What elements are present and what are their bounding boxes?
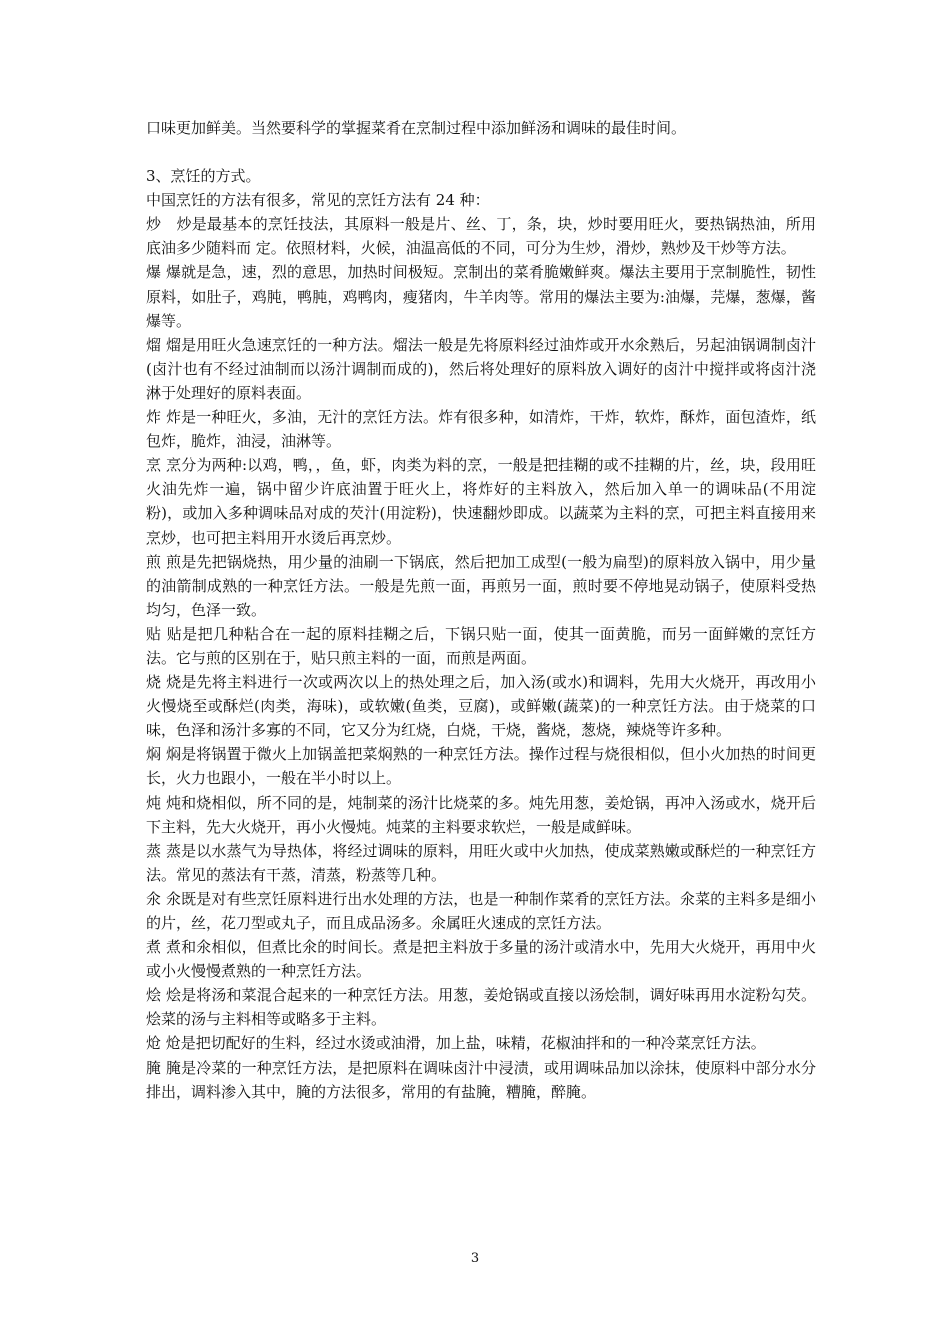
method-braise: 烧 烧是先将主料进行一次或两次以上的热处理之后，加入汤(或水)和调料，先用大火烧开，再改用小火慢烧至或酥烂(肉类，海味)，或软嫩(鱼类，豆腐)，或鲜嫩(蔬菜)的一种烹饪方法。由于烧菜的口味，色泽和汤汁多寡的不同，它又分为红烧，白烧，干烧，酱烧，葱烧，辣烧等许多种。: [146, 673, 816, 740]
method-stew: 炖 炖和烧相似，所不同的是，炖制菜的汤汁比烧菜的多。炖先用葱，姜炝锅，再冲入汤或水，烧开后下主料，先大火烧开，再小火慢炖。炖菜的主料要求软烂，一般是咸鲜味。: [146, 793, 816, 836]
method-tie: 贴 贴是把几种粘合在一起的原料挂糊之后，下锅只贴一面，使其一面黄脆，而另一面鲜嫩的烹饪方法。它与煎的区别在于，贴只煎主料的一面，而煎是两面。: [146, 624, 816, 667]
method-hui: 烩 烩是将汤和菜混合起来的一种烹饪方法。用葱，姜炝锅或直接以汤烩制，调好味再用水淀粉勾芡。烩菜的汤与主料相等或略多于主料。: [146, 986, 816, 1029]
intro-line: 口味更加鲜美。当然要科学的掌握菜肴在烹制过程中添加鲜汤和调味的最佳时间。: [146, 119, 687, 137]
section-intro: 中国烹饪的方法有很多，常见的烹饪方法有 24 种：: [146, 191, 490, 210]
method-peng: 烹 烹分为两种:以鸡，鸭，，鱼，虾，肉类为料的烹，一般是把挂糊的或不挂糊的片，丝，块，段用旺火油先炸一遍，锅中留少许底油置于旺火上，将炸好的主料放入，然后加入单一的调味品(不用淀粉)，或加入多种调味品对成的芡汁(用淀粉)，快速翻炒即成。以蔬菜为主料的烹，可把主料直接用来烹炒，也可把主料用开水烫后再烹炒。: [146, 456, 816, 547]
page-number: 3: [470, 1251, 480, 1266]
section-heading: 3、烹饪的方式。: [146, 167, 261, 186]
document-body: [146, 116, 816, 1104]
method-simmer-covered: 焖 焖是将锅置于微火上加锅盖把菜焖熟的一种烹饪方法。操作过程与烧很相似，但小火加热的时间更长，火力也跟小，一般在半小时以上。: [146, 745, 816, 788]
method-steam: 蒸 蒸是以水蒸气为导热体，将经过调味的原料，用旺火或中火加热，使成菜熟嫩或酥烂的一种烹饪方法。常见的蒸法有干蒸，清蒸，粉蒸等几种。: [146, 841, 816, 884]
method-boil: 煮 煮和氽相似，但煮比氽的时间长。煮是把主料放于多量的汤汁或清水中，先用大火烧开，再用中火或小火慢慢煮熟的一种烹饪方法。: [146, 938, 816, 981]
method-sauteing: 熘 熘是用旺火急速烹饪的一种方法。熘法一般是先将原料经过油炸或开水氽熟后，另起油锅调制卤汁(卤汁也有不经过油制而以汤汁调制而成的)，然后将处理好的原料放入调好的卤汁中搅拌或将卤汁浇淋于处理好的原料表面。: [146, 335, 816, 402]
method-qiang: 炝 炝是把切配好的生料，经过水烫或油滑，加上盐，味精，花椒油拌和的一种冷菜烹饪方法。: [146, 1034, 766, 1053]
paragraph-gap: [146, 140, 816, 164]
method-pickle: 腌 腌是冷菜的一种烹饪方法，是把原料在调味卤汁中浸渍，或用调味品加以涂抹，使原料中部分水分排出，调料渗入其中，腌的方法很多，常用的有盐腌，糟腌，醉腌。: [146, 1058, 816, 1101]
method-pan-fry: 煎 煎是先把锅烧热，用少量的油刷一下锅底，然后把加工成型(一般为扁型)的原料放入锅中，用少量的油箭制成熟的一种烹饪方法。一般是先煎一面，再煎另一面，煎时要不停地晃动锅子，使原料受热均匀，色泽一致。: [146, 552, 816, 619]
method-quick-boil: 氽 氽既是对有些烹饪原料进行出水处理的方法，也是一种制作菜肴的烹饪方法。氽菜的主料多是细小的片，丝，花刀型或丸子，而且成品汤多。氽属旺火速成的烹饪方法。: [146, 889, 816, 932]
method-deep-fry: 炸 炸是一种旺火，多油，无汁的烹饪方法。炸有很多种，如清炸，干炸，软炸，酥炸，面包渣炸，纸包炸，脆炸，油浸，油淋等。: [146, 408, 816, 451]
method-stir-fry: 炒 炒是最基本的烹饪技法，其原料一般是片、丝、丁，条，块，炒时要用旺火，要热锅热油，所用底油多少随料而 定。依照材料，火候，油温高低的不同，可分为生炒，滑炒，熟炒及干炒等方法。: [146, 215, 816, 258]
method-quick-fry: 爆 爆就是急，速，烈的意思，加热时间极短。烹制出的菜肴脆嫩鲜爽。爆法主要用于烹制脆性，韧性原料，如肚子，鸡肫，鸭肫，鸡鸭肉，瘦猪肉，牛羊肉等。常用的爆法主要为:油爆，芫爆，葱爆，酱爆等。: [146, 263, 816, 330]
